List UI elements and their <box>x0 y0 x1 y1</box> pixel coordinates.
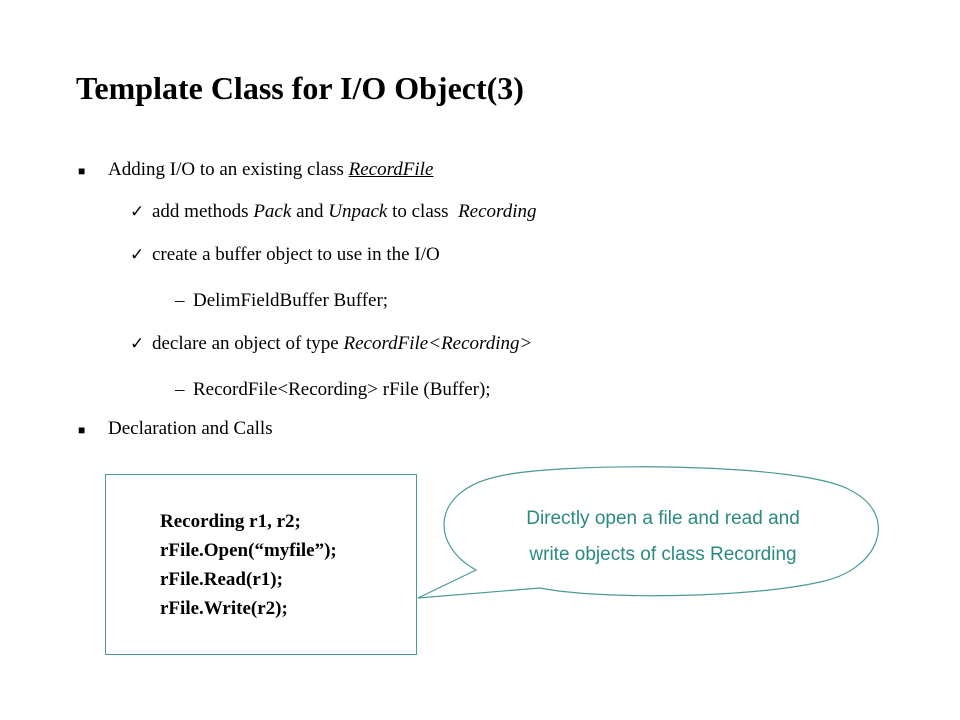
code-line-2: rFile.Open(“myfile”); <box>160 540 337 561</box>
check-item-methods-text: add methods <box>152 201 254 222</box>
recordfile-class-name: RecordFile <box>348 159 434 180</box>
check-item-buffer: create a buffer object to use in the I/O <box>152 244 440 265</box>
callout-text-line-1: Directly open a file and read and <box>526 508 800 529</box>
slide-title: Template Class for I/O Object(3) <box>76 70 524 106</box>
recording-class-name: Recording <box>458 201 537 222</box>
dash-item-delimfieldbuffer: DelimFieldBuffer Buffer; <box>193 290 389 311</box>
code-line-3: rFile.Read(r1); <box>160 569 283 590</box>
dash-icon: – <box>175 290 185 311</box>
callout-text-line-2: write objects of class Recording <box>529 544 797 565</box>
square-bullet-icon: ■ <box>78 164 86 178</box>
check-item-declare-text: declare an object of type <box>152 333 344 354</box>
code-line-1: Recording r1, r2; <box>160 511 301 532</box>
recordfile-recording-type: RecordFile<Recording> <box>343 333 533 354</box>
check-icon: ✓ <box>130 245 145 265</box>
bullet-declaration-calls: Declaration and Calls <box>108 418 273 439</box>
dash-icon: – <box>175 379 185 400</box>
code-line-4: rFile.Write(r2); <box>160 598 288 619</box>
check-icon: ✓ <box>130 202 145 222</box>
dash-item-rfile: RecordFile<Recording> rFile (Buffer); <box>193 379 491 400</box>
and-text: and <box>291 201 329 222</box>
pack-method: Pack <box>253 201 292 222</box>
bullet-adding-io-text: Adding I/O to an existing class <box>108 159 349 180</box>
check-icon: ✓ <box>130 334 145 354</box>
square-bullet-icon: ■ <box>78 423 86 437</box>
unpack-method: Unpack <box>328 201 388 222</box>
to-class-text: to class <box>387 201 459 222</box>
